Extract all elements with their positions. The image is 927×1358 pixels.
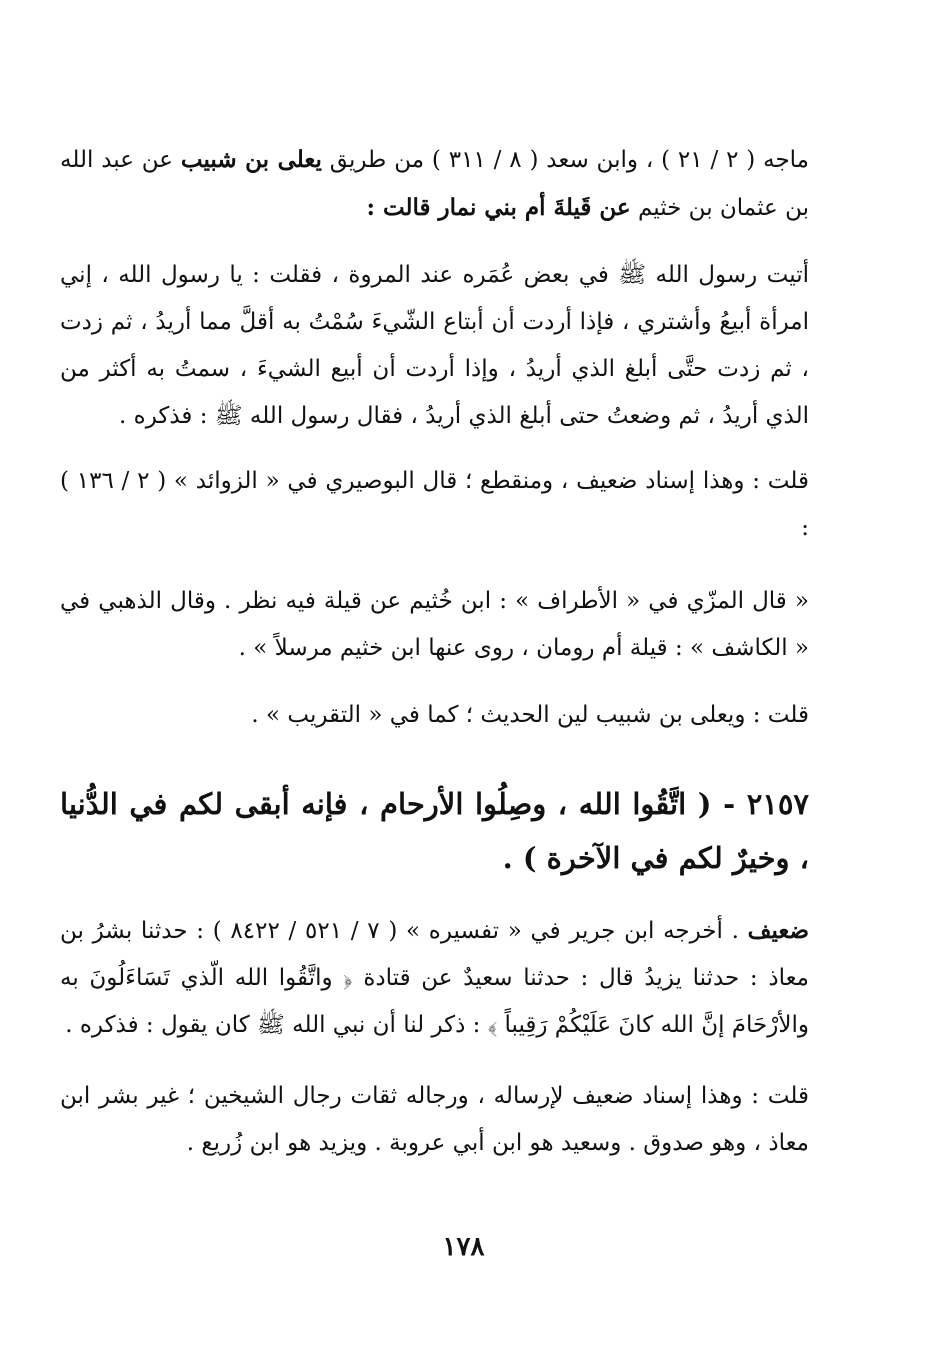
source-paragraph [60,136,809,232]
comment-paragraph-3: قلت : وهذا إسناد ضعيف لإرساله ، ورجاله ثقات رجال الشيخين ؛ غير بشر ابن معاذ ، وهو صدوق . وسعيد هو ابن أبي عروبة . ويزيد هو ابن زُريع . [60,1083,809,1156]
grading-paragraph [60,907,809,1049]
narration-paragraph: أتيت رسول الله ﷺ في بعض عُمَره عند المروة ، فقلت : يا رسول الله ، إني امرأة أبيعُ وأشتري ، فإذا أردت أن أبتاع الشّيءَ سُمْتُ به أقلَّ مما أريدُ ، ثم زدت ، ثم زدت حتَّى أبلغ الذي أريدُ ، وإذا أردت أن أبيع الشيءَ ، سمتُ به أكثر من الذي أريدُ ، ثم وضعتُ حتى أبلغ الذي أريدُ ، فقال رسول الله ﷺ : فذكره . [60,262,809,429]
source-text-connector: عن [141,147,181,173]
grading-label: ضعيف [747,917,810,944]
source-text-chain: عبد الله بن عثمان بن خثيم [60,147,809,221]
comment-paragraph-1: قلت : وهذا إسناد ضعيف ، ومنقطع ؛ قال البوصيري في « الزوائد » ( ٢ / ١٣٦ ) : [60,468,809,541]
grading-text: . أخرجه ابن جرير في « تفسيره » ( ٧ / ٥٢١ / ٨٤٢٢ ) : حدثنا بشرُ بن معاذ : حدثنا يزيدُ قال : حدثنا سعيدٌ عن قتادة ﴿ واتَّقُوا الله الّذي تَسَاءَلُونَ به والأرْحَامَ إنَّ الله كانَ عَلَيْكُمْ رَقِيباً ﴾ : ذكر لنا أن نبي الله ﷺ كان يقول : فذكره . [60,918,809,1038]
hadith-heading [60,777,809,885]
page-number: ١٧٨ [442,1232,485,1262]
source-text-narrator: عن قَيلةَ أم بني نمار قالت : [366,194,631,221]
hadith-text: ( اتَّقُوا الله ، وصِلُوا الأرحام ، فإنه أبقى لكم في الدُّنيا ، وخيرٌ لكم في الآخرة ) . [60,787,809,875]
hadith-number: ٢١٥٧ - [711,787,810,821]
comment-paragraph-2: قلت : ويعلى بن شبيب لين الحديث ؛ كما في « التقريب » . [251,702,809,728]
source-text-start: ماجه ( ٢ / ٢١ ) ، وابن سعد ( ٨ / ٣١١ ) من طريق [321,147,810,173]
quote-paragraph: « قال المزّي في « الأطراف » : ابن خُثيم عن قيلة فيه نظر . وقال الذهبي في « الكاشف » : قيلة أم رومان ، روى عنها ابن خثيم مرسلاً » . [60,588,809,661]
narrator-name: يعلى بن شبيب [180,146,322,173]
